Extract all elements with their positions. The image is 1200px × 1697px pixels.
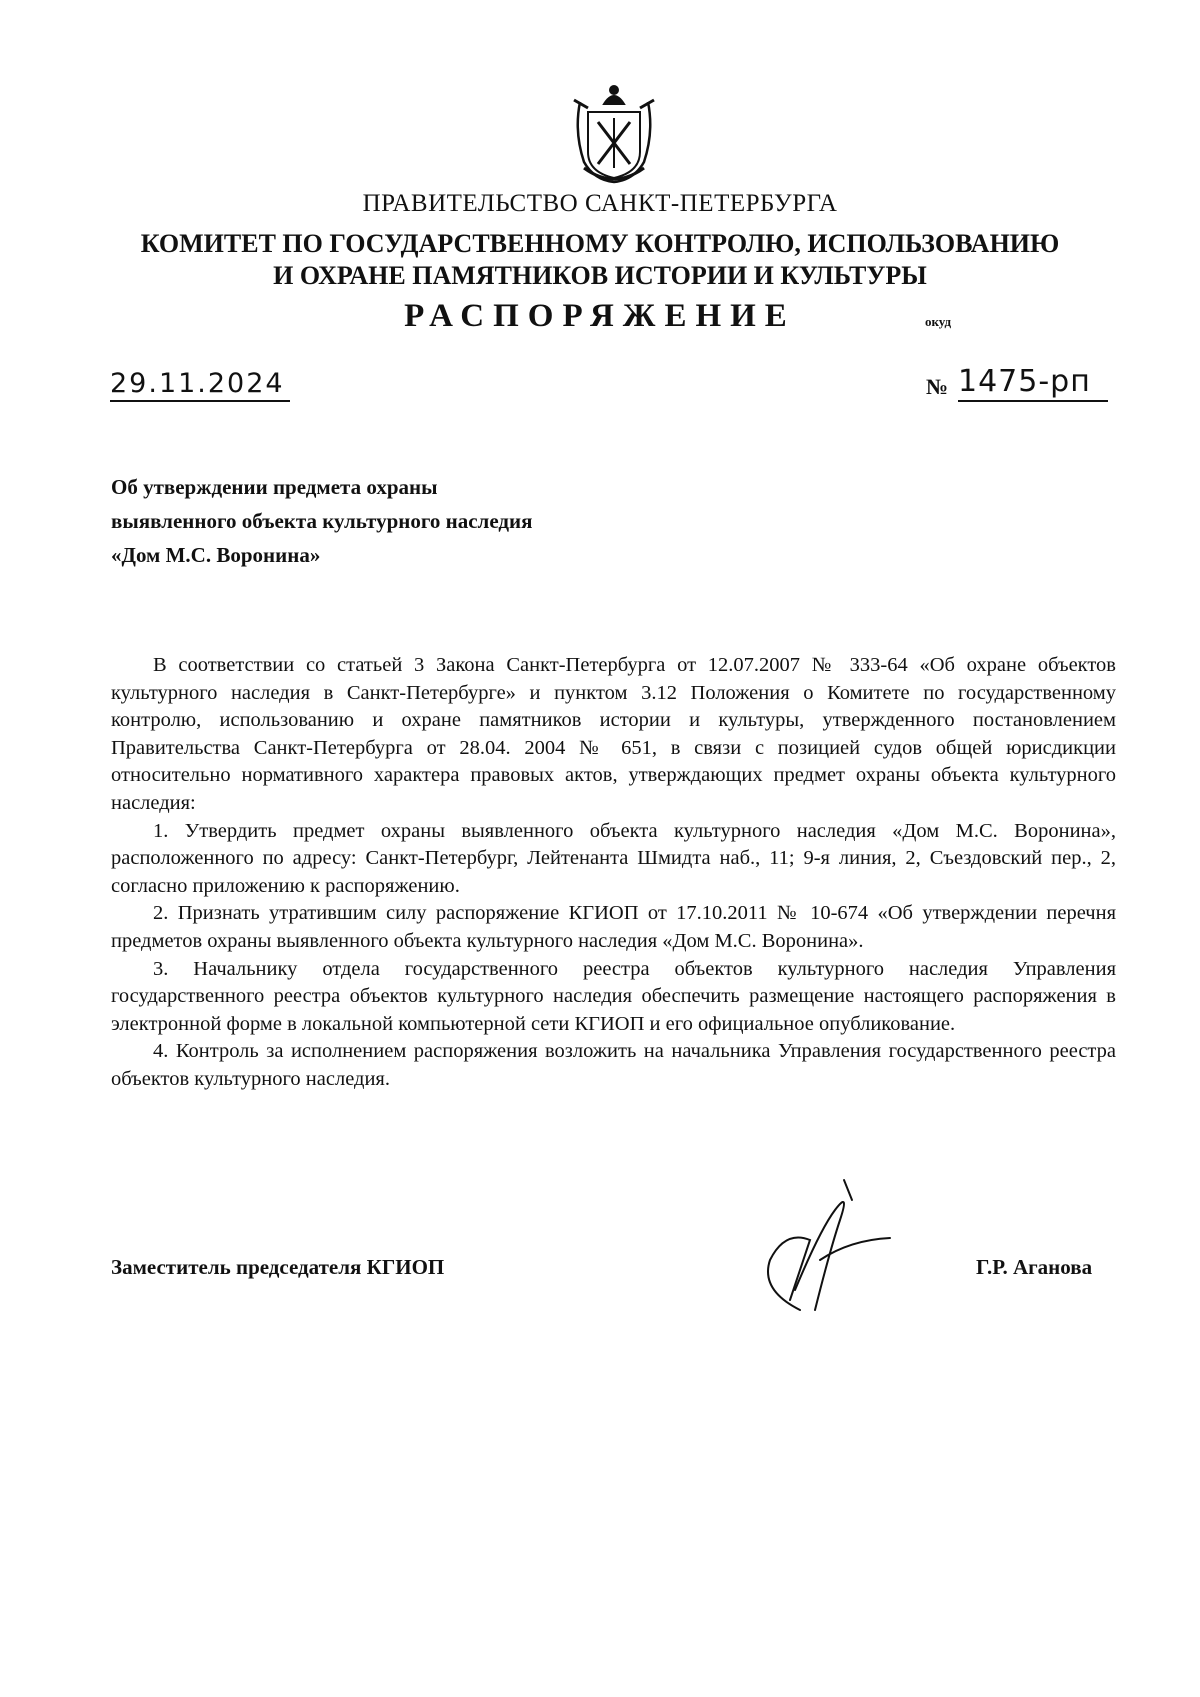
order-item-2: 2. Признать утратившим силу распоряжение КГИОП от 17.10.2011 № 10-674 «Об утверждении перечня предметов охраны выявленного объекта культурного наследия «Дом М.С. Воронина».	[111, 902, 1116, 952]
order-item-1: 1. Утвердить предмет охраны выявленного объекта культурного наследия «Дом М.С. Воронина», расположенного по адресу: Санкт-Петербург, Лейтенанта Шмидта наб., 11; 9-я линия, 2, Съездовский пер., 2, согласно приложению к распоряжению.	[111, 819, 1116, 897]
signatory-name: Г.Р. Аганова	[976, 1255, 1093, 1279]
number-sign: №	[926, 374, 949, 399]
document-date: 29.11.2024	[110, 368, 290, 402]
subject-line-3: «Дом М.С. Воронина»	[111, 543, 321, 567]
subject-line-2: выявленного объекта культурного наследия	[111, 509, 533, 533]
order-item-3: 3. Начальнику отдела государственного реестра объектов культурного наследия Управления государственного реестра объектов культурного наследия обеспечить размещение настоящего распоряжения в электронной форме в локальной компьютерной сети КГИОП и его официальное опубликование.	[111, 957, 1116, 1035]
document-type-title: РАСПОРЯЖЕНИЕ	[404, 298, 796, 334]
signatory-title: Заместитель председателя КГИОП	[111, 1255, 445, 1279]
order-item-4: 4. Контроль за исполнением распоряжения возложить на начальника Управления государственного реестра объектов культурного наследия.	[111, 1040, 1116, 1090]
subject-line-1: Об утверждении предмета охраны	[111, 475, 438, 499]
coat-of-arms-emblem	[570, 82, 658, 186]
government-name: ПРАВИТЕЛЬСТВО САНКТ-ПЕТЕРБУРГА	[362, 190, 838, 217]
handwritten-signature	[740, 1170, 910, 1320]
committee-line-1: КОМИТЕТ ПО ГОСУДАРСТВЕННОМУ КОНТРОЛЮ, ИСПОЛЬЗОВАНИЮ	[140, 229, 1060, 258]
document-subject	[111, 470, 532, 572]
committee-name	[0, 228, 1200, 292]
okud-label: окуд	[925, 314, 952, 329]
committee-line-2: И ОХРАНЕ ПАМЯТНИКОВ ИСТОРИИ И КУЛЬТУРЫ	[273, 261, 927, 290]
document-body	[111, 652, 1116, 1094]
document-number: 1475-рп	[958, 364, 1108, 402]
preamble-paragraph: В соответствии со статьей 3 Закона Санкт-Петербурга от 12.07.2007 № 333-64 «Об охране объектов культурного наследия в Санкт-Петербурге» и пунктом 3.12 Положения о Комитете по государственному контролю, использованию и охране памятников истории и культуры, утвержденного постановлением Правительства Санкт-Петербурга от 28.04. 2004 № 651, в связи с позицией судов общей юрисдикции относительно нормативного характера правовых актов, утверждающих предмет охраны объекта культурного наследия:	[111, 654, 1116, 814]
